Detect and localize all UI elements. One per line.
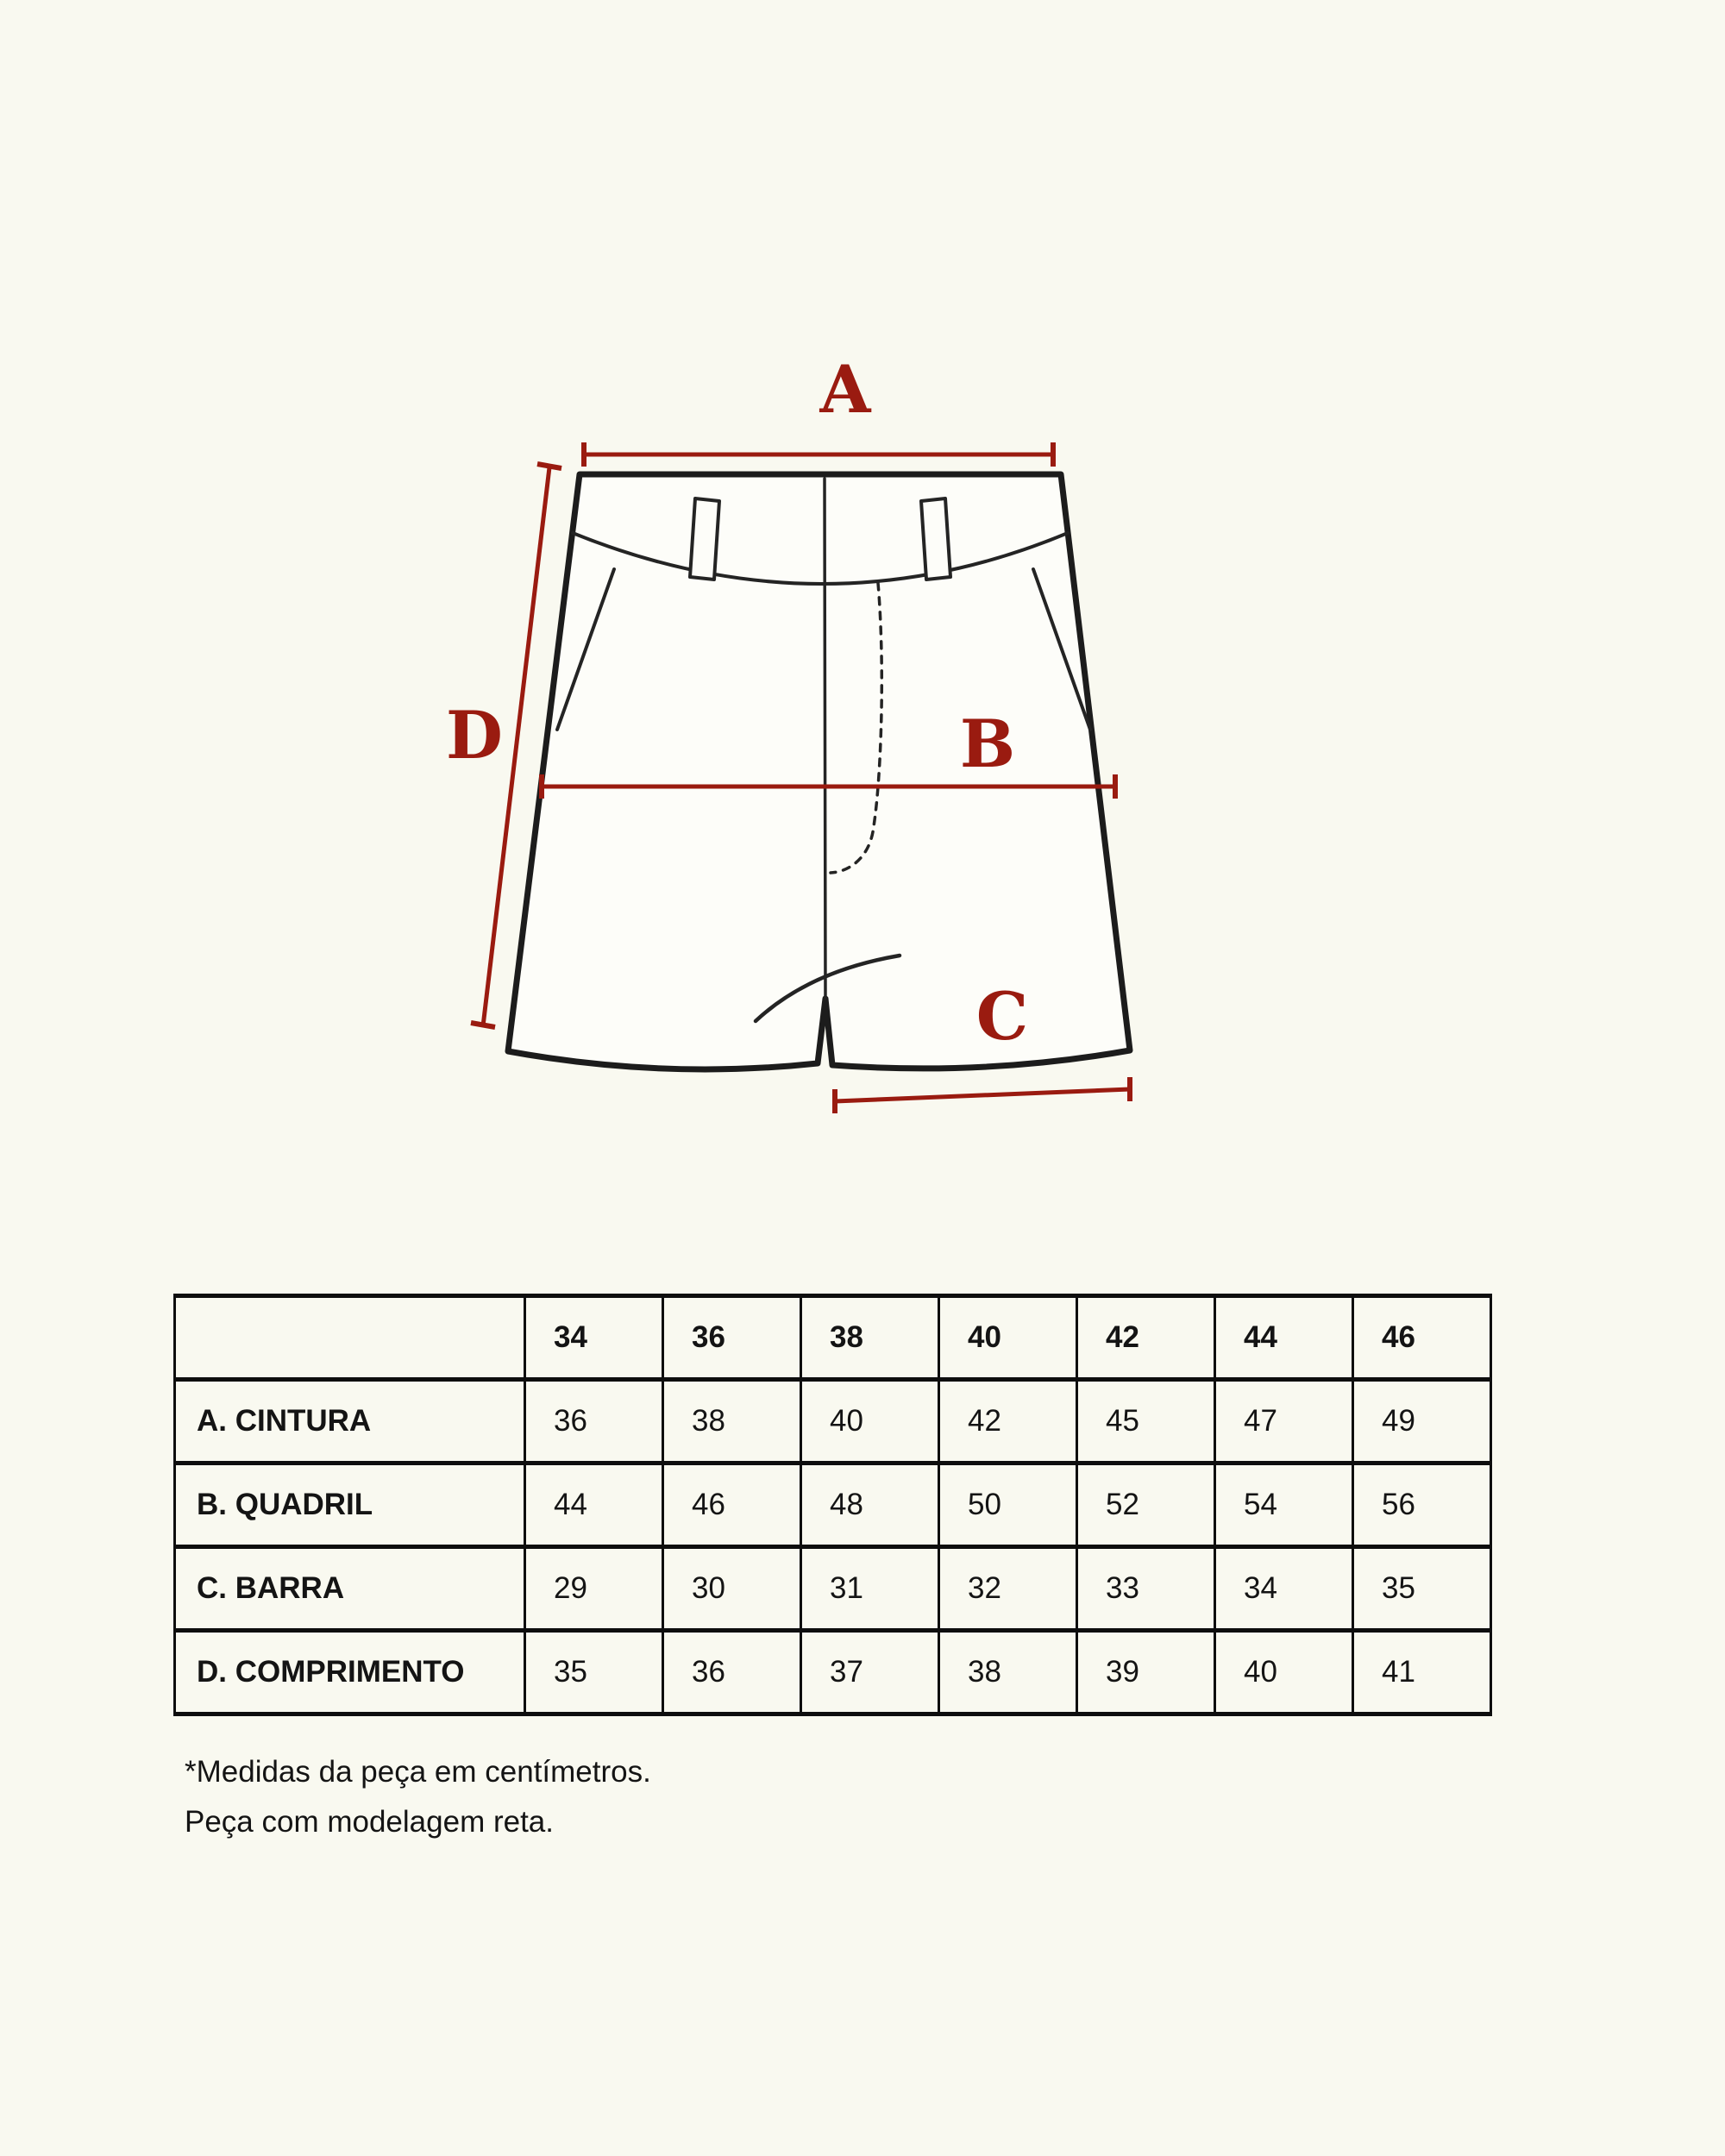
measure-value-cell: 46 xyxy=(663,1463,801,1547)
footnote-units: *Medidas da peça em centímetros. xyxy=(185,1755,651,1789)
measure-value-cell: 45 xyxy=(1077,1380,1215,1463)
measure-value-cell: 34 xyxy=(1215,1547,1353,1631)
measure-row-label: A. CINTURA xyxy=(175,1380,525,1463)
measure-value-cell: 41 xyxy=(1353,1631,1491,1714)
size-column-header: 46 xyxy=(1353,1296,1491,1380)
measure-line-hem xyxy=(835,1089,1130,1101)
measure-value-cell: 49 xyxy=(1353,1380,1491,1463)
measure-value-cell: 48 xyxy=(801,1463,939,1547)
measure-value-cell: 31 xyxy=(801,1547,939,1631)
measure-value-cell: 35 xyxy=(1353,1547,1491,1631)
shorts-diagram xyxy=(388,328,1251,1173)
size-table-corner-cell xyxy=(175,1296,525,1380)
shorts-sketch xyxy=(508,474,1130,1069)
measure-label-length: D xyxy=(446,697,503,774)
measure-value-cell: 29 xyxy=(525,1547,663,1631)
measure-tick-length-top xyxy=(537,464,561,468)
measure-value-cell: 30 xyxy=(663,1547,801,1631)
measure-value-cell: 42 xyxy=(939,1380,1077,1463)
measure-value-cell: 35 xyxy=(525,1631,663,1714)
measure-value-cell: 32 xyxy=(939,1547,1077,1631)
measure-row-label: B. QUADRIL xyxy=(175,1463,525,1547)
measure-value-cell: 38 xyxy=(939,1631,1077,1714)
belt-loop-left xyxy=(690,498,719,580)
measure-label-hip: B xyxy=(959,705,1016,782)
measure-row-quadril xyxy=(175,1463,1491,1547)
measure-value-cell: 40 xyxy=(1215,1631,1353,1714)
size-column-header: 40 xyxy=(939,1296,1077,1380)
size-column-header: 36 xyxy=(663,1296,801,1380)
measure-value-cell: 33 xyxy=(1077,1547,1215,1631)
belt-loop-right xyxy=(921,498,950,580)
measure-row-cintura xyxy=(175,1380,1491,1463)
size-column-header: 44 xyxy=(1215,1296,1353,1380)
measure-label-hem: C xyxy=(975,978,1029,1055)
measure-row-label: D. COMPRIMENTO xyxy=(175,1631,525,1714)
measure-label-waist: A xyxy=(819,351,871,428)
measure-value-cell: 54 xyxy=(1215,1463,1353,1547)
measure-value-cell: 44 xyxy=(525,1463,663,1547)
measure-value-cell: 40 xyxy=(801,1380,939,1463)
measure-value-cell: 36 xyxy=(525,1380,663,1463)
measure-row-comprimento xyxy=(175,1631,1491,1714)
size-table xyxy=(173,1294,1492,1716)
size-column-header: 42 xyxy=(1077,1296,1215,1380)
measure-value-cell: 38 xyxy=(663,1380,801,1463)
measure-row-label: C. BARRA xyxy=(175,1547,525,1631)
measure-value-cell: 52 xyxy=(1077,1463,1215,1547)
size-column-header: 38 xyxy=(801,1296,939,1380)
footnotes xyxy=(185,1747,651,1847)
measure-value-cell: 50 xyxy=(939,1463,1077,1547)
measure-value-cell: 36 xyxy=(663,1631,801,1714)
measure-value-cell: 47 xyxy=(1215,1380,1353,1463)
measure-value-cell: 39 xyxy=(1077,1631,1215,1714)
measure-value-cell: 56 xyxy=(1353,1463,1491,1547)
size-column-header: 34 xyxy=(525,1296,663,1380)
measure-value-cell: 37 xyxy=(801,1631,939,1714)
measure-row-barra xyxy=(175,1547,1491,1631)
size-table-header-row xyxy=(175,1296,1491,1380)
measure-tick-length-bottom xyxy=(471,1023,495,1027)
footnote-fit: Peça com modelagem reta. xyxy=(185,1805,554,1839)
